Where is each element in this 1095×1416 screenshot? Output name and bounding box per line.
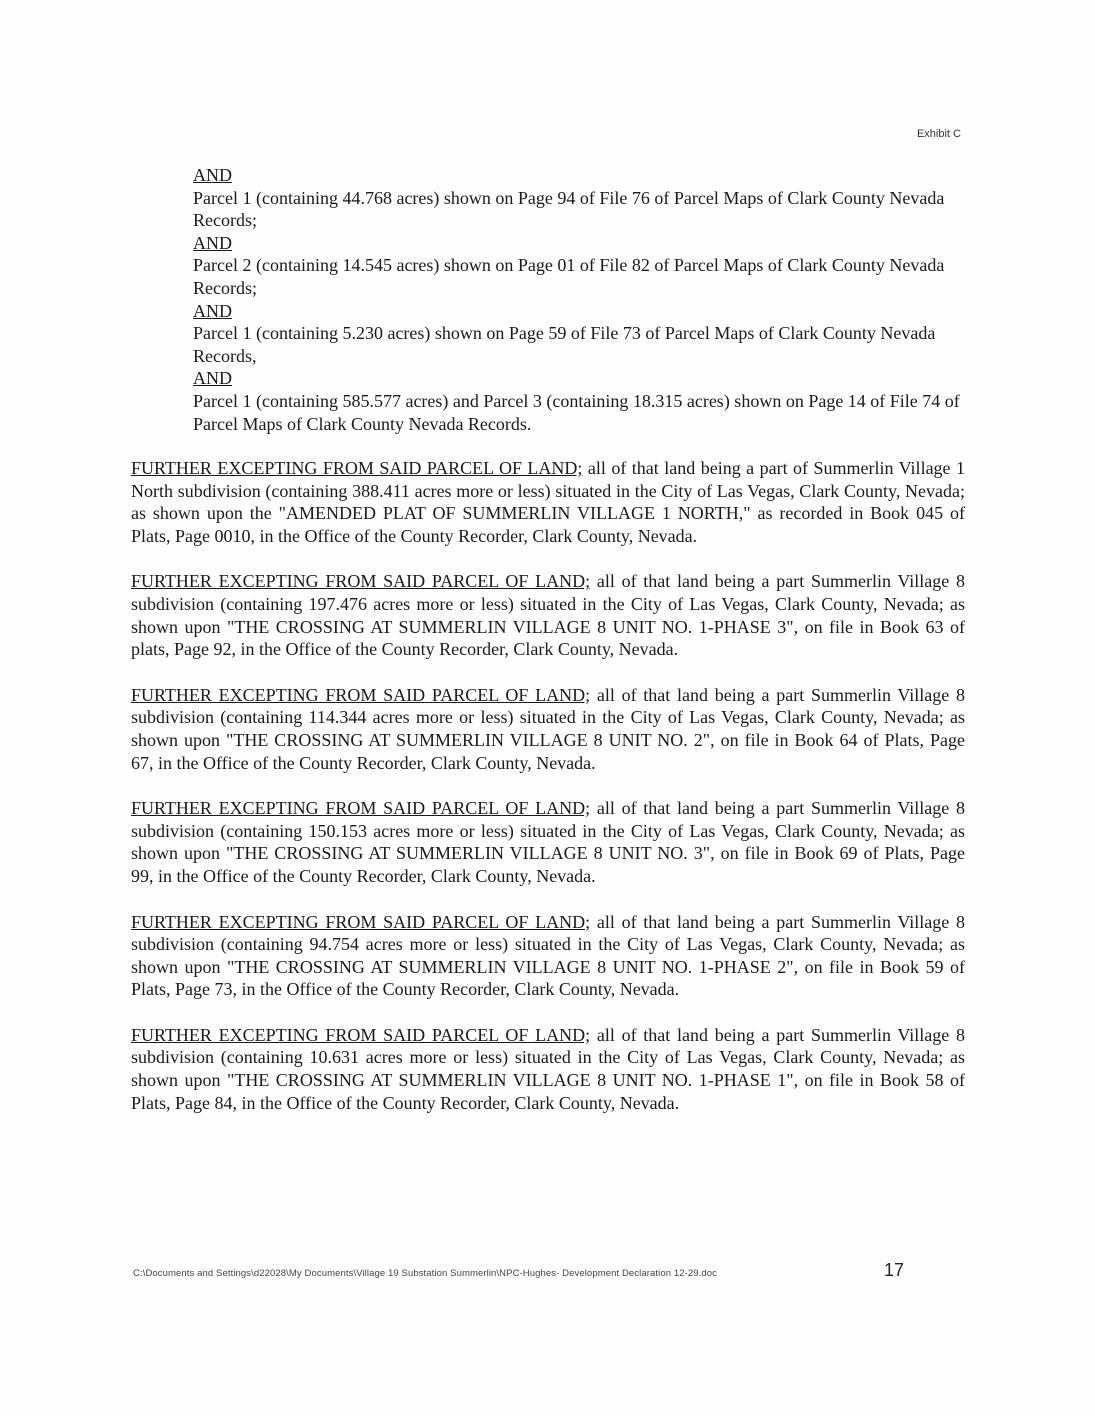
exception-heading: FURTHER EXCEPTING FROM SAID PARCEL OF LAND; bbox=[131, 571, 591, 592]
exception-body: all of that land being a part of Summerlin Village 1 North subdivision (containing 388.411 acres more or less) situated in the City of Las Vegas, Clark County, Nevada; as shown upon the "AMENDED PLAT OF SUMMERLIN VILLAGE 1 NORTH," as recorded in Book 045 of Plats, Page 0010, in the Office of the County Recorder, Clark County, Nevada. bbox=[131, 458, 966, 546]
exception-body: all of that land being a part Summerlin Village 8 subdivision (containing 10.631 acres more or less) situated in the City of Las Vegas, Clark County, Nevada; as shown upon "THE CROSSING AT SUMMERLIN VILLAGE 8 UNIT NO. 1-PHASE 1", on file in Book 58 of Plats, Page 84, in the Office of the County Recorder, Clark County, Nevada. bbox=[131, 1024, 965, 1113]
exception-heading: FURTHER EXCEPTING FROM SAID PARCEL OF LAND; bbox=[131, 911, 591, 932]
exception-paragraph bbox=[131, 1024, 965, 1114]
exception-body: all of that land being a part Summerlin Village 8 subdivision (containing 114.344 acres more or less) situated in the City of Las Vegas, Clark County, Nevada; as shown upon "THE CROSSING AT SUMMERLIN VILLAGE 8 UNIT NO. 2", on file in Book 64 of Plats, Page 67, in the Office of the County Recorder, Clark County, Nevada. bbox=[131, 684, 965, 773]
exception-paragraph bbox=[131, 797, 965, 887]
and-label: AND bbox=[193, 368, 232, 389]
exception-paragraph bbox=[131, 457, 965, 547]
parcel-entry: Parcel 1 (containing 585.577 acres) and Parcel 3 (containing 18.315 acres) shown on Page 14 of File 74 of Parcel Maps of Clark County Nevada Records. bbox=[193, 390, 960, 434]
page-number: 17 bbox=[884, 1260, 905, 1280]
exception-heading: FURTHER EXCEPTING FROM SAID PARCEL OF LAND; bbox=[131, 458, 583, 478]
and-label: AND bbox=[193, 232, 232, 253]
exception-body: all of that land being a part Summerlin Village 8 subdivision (containing 94.754 acres more or less) situated in the City of Las Vegas, Clark County, Nevada; as shown upon "THE CROSSING AT SUMMERLIN VILLAGE 8 UNIT NO. 1-PHASE 2", on file in Book 59 of Plats, Page 73, in the Office of the County Recorder, Clark County, Nevada. bbox=[131, 911, 965, 1000]
and-label: AND bbox=[193, 300, 232, 321]
parcel-list bbox=[193, 164, 963, 435]
parcel-entry: Parcel 1 (containing 44.768 acres) shown on Page 94 of File 76 of Parcel Maps of Clark County Nevada Records; bbox=[193, 187, 945, 231]
exception-paragraph bbox=[131, 570, 965, 660]
exception-body: all of that land being a part Summerlin Village 8 subdivision (containing 150.153 acres more or less) situated in the City of Las Vegas, Clark County, Nevada; as shown upon "THE CROSSING AT SUMMERLIN VILLAGE 8 UNIT NO. 3", on file in Book 69 of Plats, Page 99, in the Office of the County Recorder, Clark County, Nevada. bbox=[131, 798, 965, 886]
exception-paragraph bbox=[131, 684, 965, 774]
exception-heading: FURTHER EXCEPTING FROM SAID PARCEL OF LAND; bbox=[131, 684, 591, 705]
parcel-entry: Parcel 1 (containing 5.230 acres) shown on Page 59 of File 73 of Parcel Maps of Clark County Nevada Records, bbox=[193, 323, 936, 366]
and-label: AND bbox=[193, 165, 232, 185]
footer-file-path: C:\Documents and Settings\d22028\My Documents\Village 19 Substation Summerlin\NPC-Hughes- Development Declaration 12-29.doc bbox=[133, 1268, 718, 1279]
exception-heading: FURTHER EXCEPTING FROM SAID PARCEL OF LAND; bbox=[131, 1024, 591, 1045]
exception-paragraph bbox=[131, 911, 965, 1001]
exhibit-label: Exhibit C bbox=[916, 128, 961, 140]
exception-paragraphs bbox=[131, 457, 965, 1137]
exception-heading: FURTHER EXCEPTING FROM SAID PARCEL OF LAND; bbox=[131, 798, 591, 819]
exception-body: all of that land being a part Summerlin Village 8 subdivision (containing 197.476 acres more or less) situated in the City of Las Vegas, Clark County, Nevada; as shown upon "THE CROSSING AT SUMMERLIN VILLAGE 8 UNIT NO. 1-PHASE 3", on file in Book 63 of plats, Page 92, in the Office of the County Recorder, Clark County, Nevada. bbox=[131, 571, 965, 660]
parcel-entry: Parcel 2 (containing 14.545 acres) shown on Page 01 of File 82 of Parcel Maps of Clark County Nevada Records; bbox=[193, 255, 945, 298]
